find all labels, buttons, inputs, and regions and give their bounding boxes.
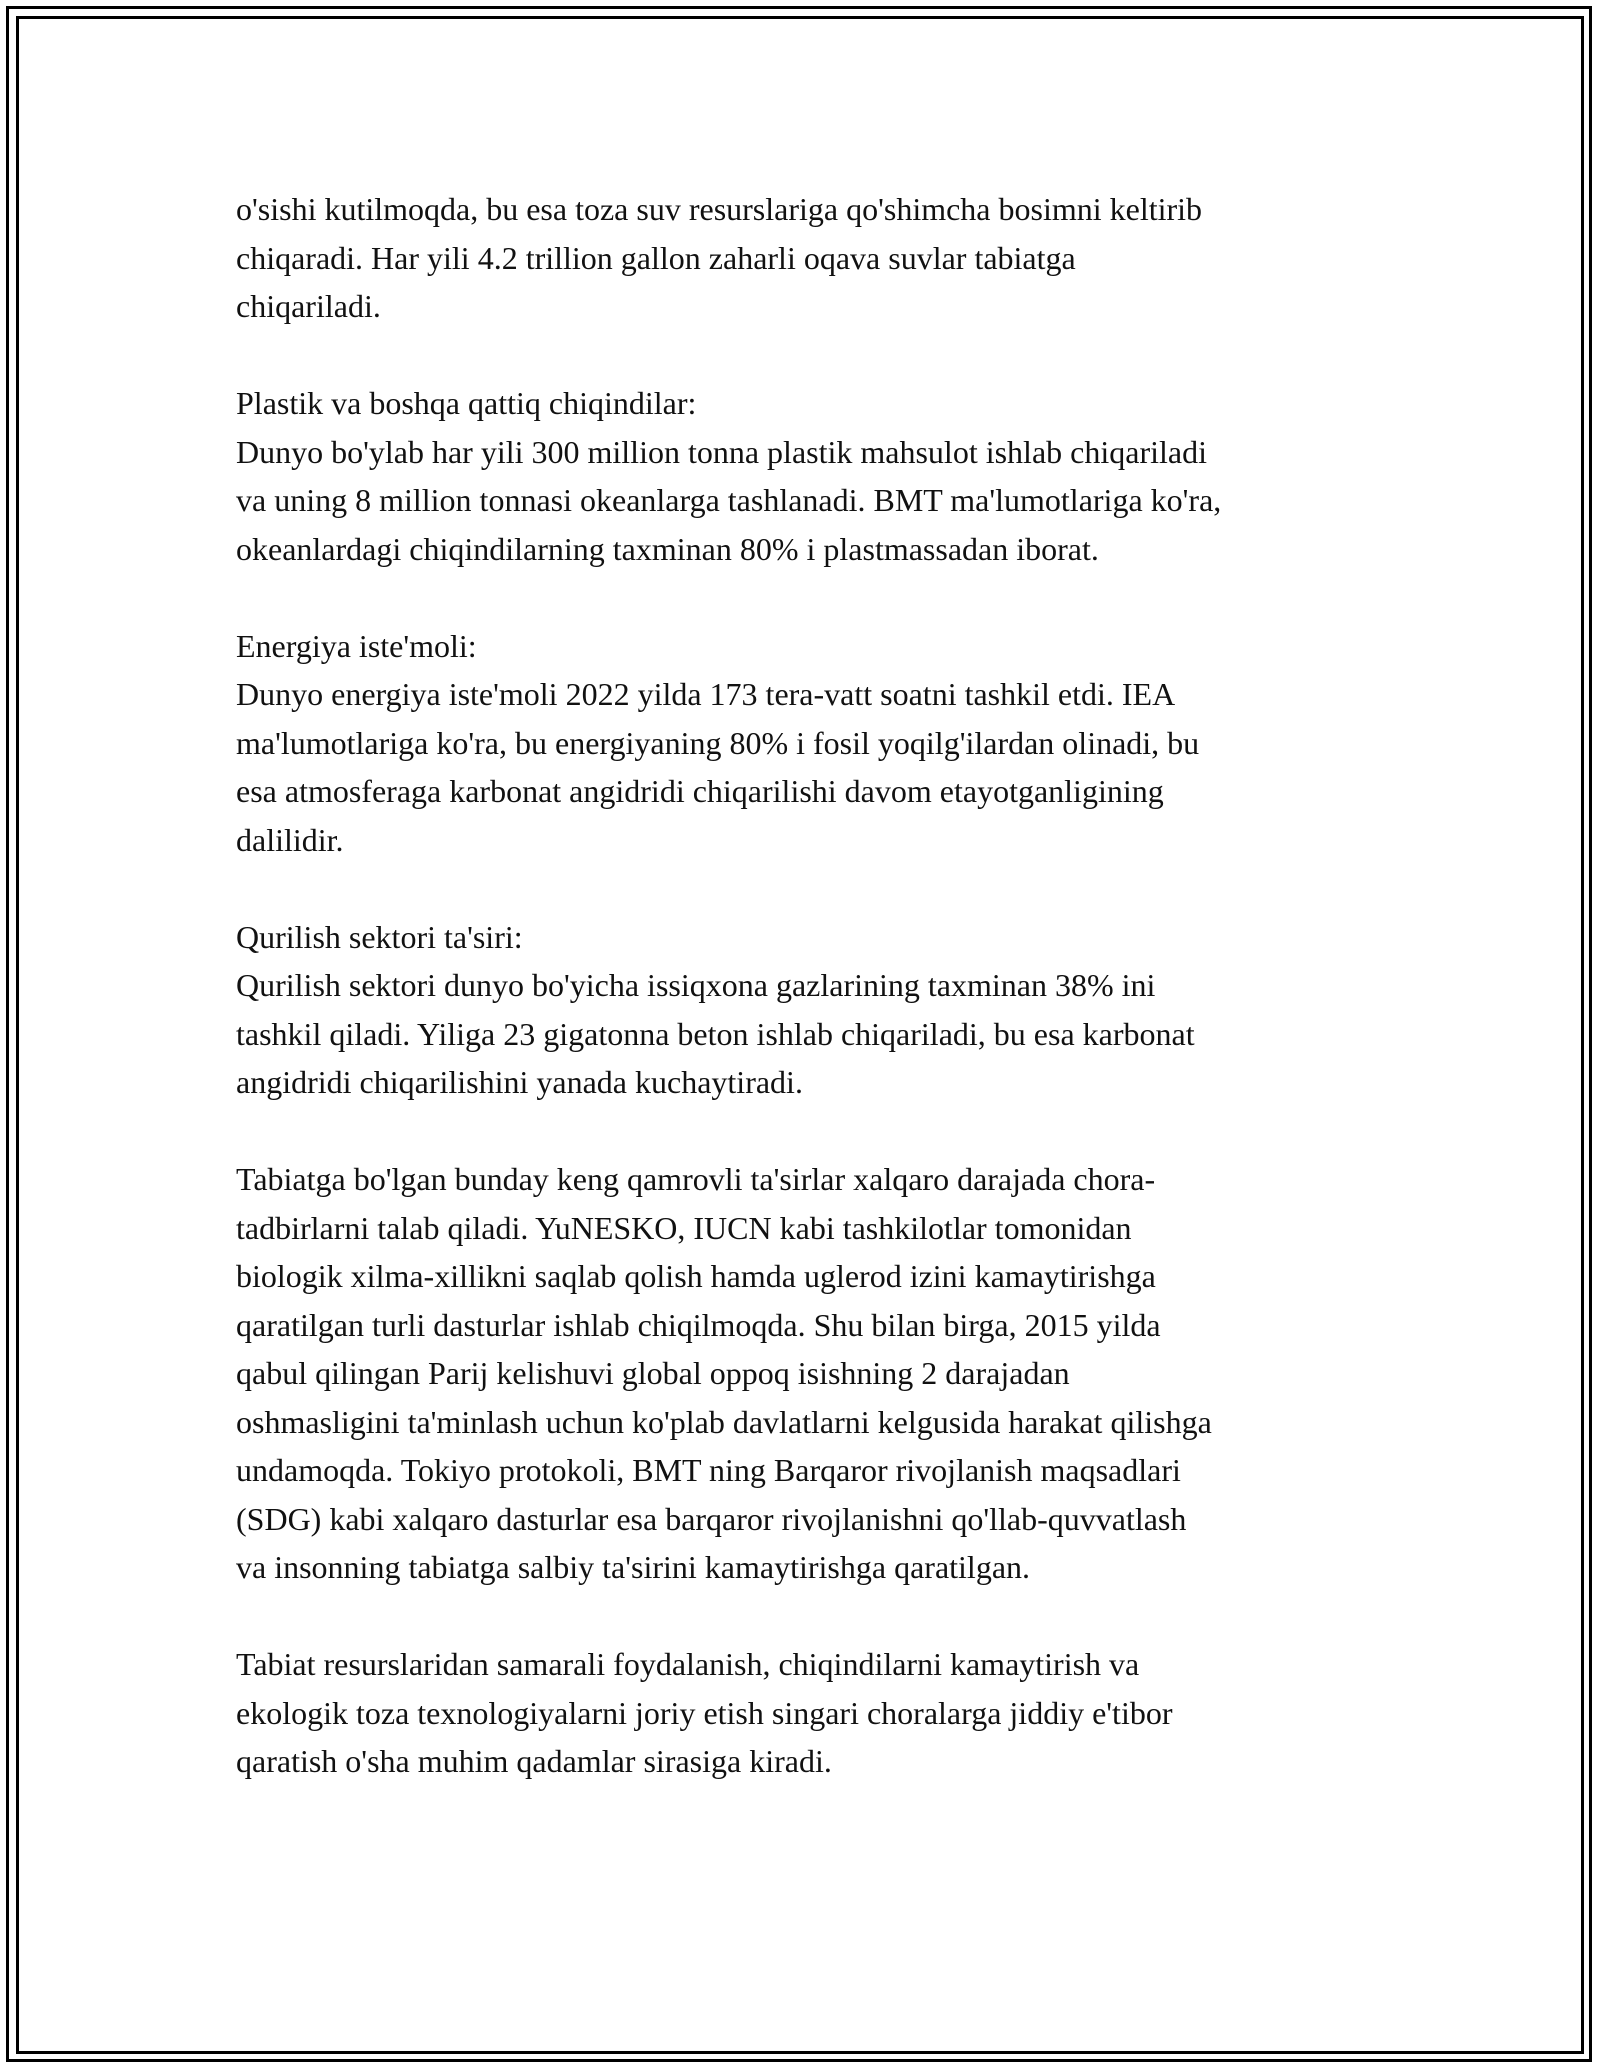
paragraph-conclusion: Tabiat resurslaridan samarali foydalanish, chiqindilarni kamaytirish va ekologik toza texnologiyalarni joriy etish singari choralarga jiddiy e'tibor qaratish o'sha muhim qadamlar sirasiga kiradi. xyxy=(236,1646,1173,1779)
document-body xyxy=(236,185,1396,1786)
paragraph-construction-sector: Qurilish sektori ta'siri: Qurilish sektori dunyo bo'yicha issiqxona gazlarining taxminan 38% ini tashkil qiladi. Yiliga 23 gigatonna beton ishlab chiqariladi, bu esa karbonat angidridi chiqarilishini yanada kuchaytiradi. xyxy=(236,918,1195,1100)
paragraph-plastic-waste: Plastik va boshqa qattiq chiqindilar: Dunyo bo'ylab har yili 300 million tonna plastik mahsulot ishlab chiqariladi va uning 8 million tonnasi okeanlarga tashlanadi. BMT ma'lumotlariga ko'ra, okeanlardagi chiqindilarning taxminan 80% i plastmassadan iborat. xyxy=(236,385,1222,567)
paragraph-energy-consumption: Energiya iste'moli: Dunyo energiya iste'moli 2022 yilda 173 tera-vatt soatni tashkil etdi. IEA ma'lumotlariga ko'ra, bu energiyaning 80% i fosil yoqilg'ilardan olinadi, bu esa atmosferaga karbonat angidridi chiqarilishi davom etayotganligining dalilidir. xyxy=(236,627,1200,858)
paragraph-international-measures: Tabiatga bo'lgan bunday keng qamrovli ta'sirlar xalqaro darajada chora- tadbirlarni talab qiladi. YuNESKO, IUCN kabi tashkilotlar tomonidan biologik xilma-xillikni saqlab qolish hamda uglerod izini kamaytirishga qaratilgan turli dasturlar ishlab chiqilmoqda. Shu bilan birga, 2015 yilda qabul qilingan Parij kelishuvi global oppoq isishning 2 darajadan oshmasligini ta'minlash uchun ko'plab davlatlarni kelgusida harakat qilishga undamoqda. Tokiyo protokoli, BMT ning Barqaror rivojlanish maqsadlari (SDG) kabi xalqaro dasturlar esa barqaror rivojlanishni qo'llab-quvvatlash va insonning tabiatga salbiy ta'sirini kamaytirishga qaratilgan. xyxy=(236,1161,1212,1585)
paragraph-water-pollution: o'sishi kutilmoqda, bu esa toza suv resurslariga qo'shimcha bosimni keltirib chiqaradi. Har yili 4.2 trillion gallon zaharli oqava suvlar tabiatga chiqariladi. xyxy=(236,191,1203,324)
